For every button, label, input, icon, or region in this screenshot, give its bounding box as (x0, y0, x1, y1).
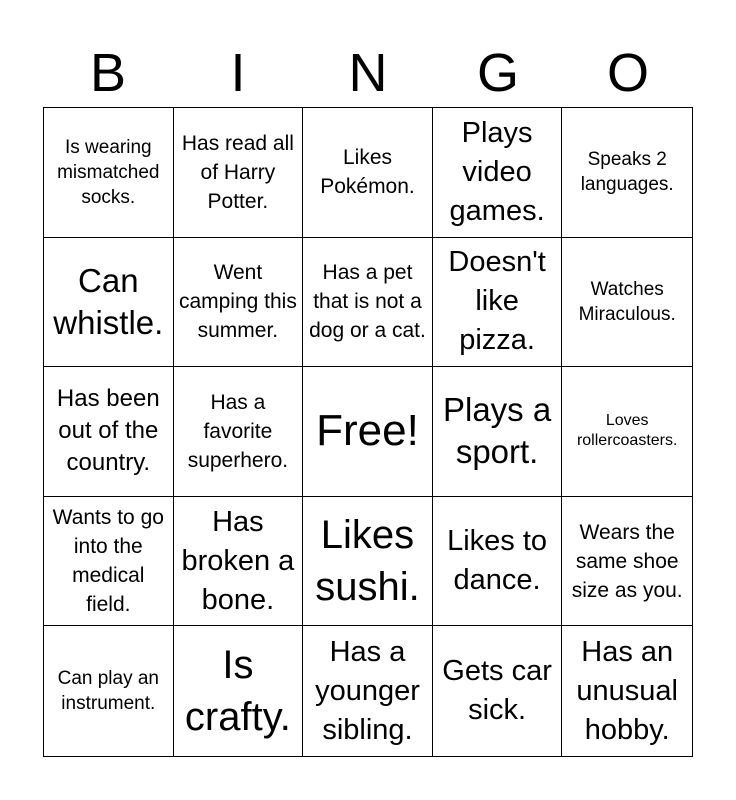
bingo-cell[interactable] (174, 626, 304, 756)
cell-text: Wears the same shoe size as you. (571, 520, 683, 602)
free-text: Free! (316, 406, 419, 456)
cell-text: Has been out of the country. (56, 385, 160, 477)
cell-text: Can play an instrument. (57, 668, 159, 715)
header-letter-b: B (89, 43, 127, 103)
bingo-cell[interactable] (433, 367, 563, 497)
bingo-cell[interactable] (174, 238, 304, 368)
bingo-cell[interactable] (562, 497, 692, 627)
bingo-cell[interactable] (174, 497, 304, 627)
cell-text: Watches Miraculous. (578, 278, 676, 325)
free-space[interactable] (303, 367, 433, 497)
cell-text: Can whistle. (53, 261, 164, 341)
bingo-header (43, 40, 693, 106)
cell-text: Has a pet that is not a dog or a cat. (309, 261, 426, 343)
cell-text: Is wearing mismatched socks. (57, 136, 160, 208)
cell-text: Wants to go into the medical field. (52, 506, 164, 617)
bingo-cell[interactable] (303, 108, 433, 238)
header-letter-g: G (476, 43, 519, 103)
bingo-cell[interactable] (562, 108, 692, 238)
bingo-cell[interactable] (433, 108, 563, 238)
cell-text: Likes to dance. (447, 525, 548, 597)
cell-text: Went camping this summer. (178, 261, 297, 343)
bingo-cell[interactable] (433, 626, 563, 756)
bingo-cell[interactable] (562, 367, 692, 497)
cell-text: Gets car sick. (442, 655, 552, 727)
cell-text: Has a younger sibling. (315, 635, 420, 746)
cell-text: Has an unusual hobby. (576, 635, 678, 746)
header-letter-o: O (606, 43, 649, 103)
cell-text: Is crafty. (184, 643, 291, 740)
cell-text: Has read all of Harry Potter. (181, 131, 294, 213)
bingo-cell[interactable] (562, 626, 692, 756)
bingo-cell[interactable] (44, 238, 174, 368)
bingo-cell[interactable] (433, 238, 563, 368)
bingo-cell[interactable] (303, 626, 433, 756)
bingo-cell[interactable] (174, 108, 304, 238)
cell-text: Plays a sport. (442, 391, 552, 471)
cell-text: Likes sushi. (315, 513, 420, 610)
header-letter-i: I (230, 43, 246, 103)
cell-text: Plays video games. (449, 116, 545, 227)
cell-text: Has a favorite superhero. (187, 390, 289, 472)
cell-text: Doesn't like pizza. (448, 246, 546, 357)
cell-text: Speaks 2 languages. (580, 149, 674, 196)
bingo-cell[interactable] (433, 497, 563, 627)
cell-text: Has broken a bone. (181, 505, 295, 616)
header-letter-n: N (348, 43, 388, 103)
bingo-cell[interactable] (303, 238, 433, 368)
cell-text: Likes Pokémon. (320, 146, 415, 199)
cell-text: Loves rollercoasters. (576, 412, 678, 450)
bingo-cell[interactable] (44, 367, 174, 497)
bingo-grid (43, 107, 693, 757)
bingo-cell[interactable] (44, 108, 174, 238)
bingo-cell[interactable] (562, 238, 692, 368)
bingo-cell[interactable] (44, 497, 174, 627)
bingo-cell[interactable] (44, 626, 174, 756)
bingo-cell[interactable] (303, 497, 433, 627)
bingo-cell[interactable] (174, 367, 304, 497)
